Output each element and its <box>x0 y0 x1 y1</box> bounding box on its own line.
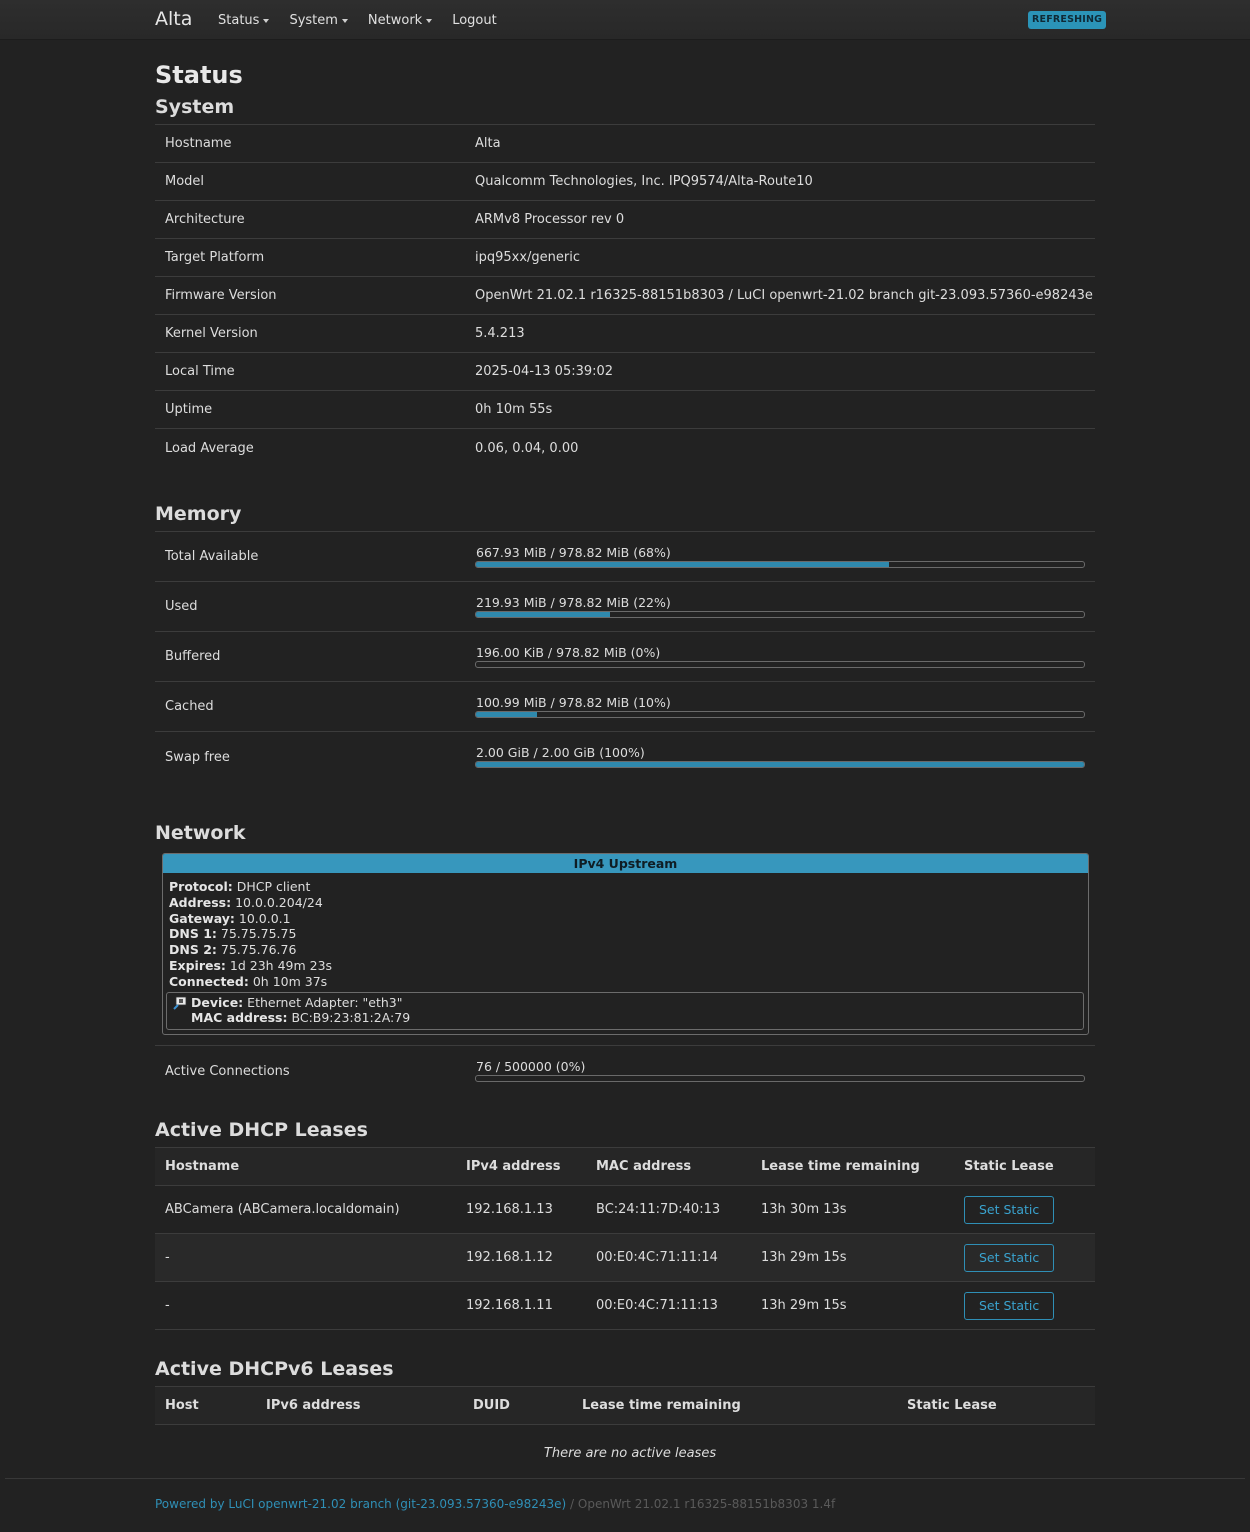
row-key: Model <box>165 174 205 189</box>
lease-static-cell <box>954 1234 1095 1282</box>
progress-track <box>475 761 1085 768</box>
column-header: IPv4 address <box>456 1148 586 1186</box>
memory-row-used <box>155 582 1095 632</box>
field-value: DHCP client <box>236 879 311 894</box>
lease-static-cell <box>954 1282 1095 1330</box>
system-row-uptime <box>155 391 1095 429</box>
lease-static-cell <box>954 1186 1095 1234</box>
upstream-expires <box>169 958 1082 974</box>
footer-divider <box>5 1478 1245 1479</box>
row-key: Load Average <box>165 440 254 456</box>
upstream-mac <box>191 1010 1077 1026</box>
upstream-gateway <box>169 911 1082 927</box>
memory-row-total-available <box>155 532 1095 582</box>
system-row-architecture <box>155 201 1095 239</box>
upstream-protocol <box>169 879 1082 895</box>
progress-track <box>475 561 1085 568</box>
column-header: Lease time remaining <box>751 1148 954 1186</box>
progress-label: 2.00 GiB / 2.00 GiB (100%) <box>476 745 645 760</box>
menu-system[interactable] <box>289 13 347 28</box>
progress-track <box>475 1075 1085 1082</box>
row-key: Used <box>165 599 198 614</box>
field-value: Ethernet Adapter: "eth3" <box>247 994 403 1010</box>
field-value: BC:B9:23:81:2A:79 <box>291 1010 411 1026</box>
field-label: DNS 1: <box>169 926 217 942</box>
upstream-connected <box>169 974 1082 990</box>
lease-ipv4: 192.168.1.11 <box>456 1282 586 1330</box>
progress-fill <box>476 762 1084 767</box>
luci-version-link[interactable]: Powered by LuCI openwrt-21.02 branch (git-23.093.57360-e98243e) <box>155 1497 567 1511</box>
field-value: 1d 23h 49m 23s <box>229 957 333 973</box>
column-header: DUID <box>463 1387 572 1425</box>
row-key: Local Time <box>165 364 235 379</box>
row-key: Kernel Version <box>165 326 258 341</box>
upstream-address <box>169 895 1082 911</box>
ethernet-port-icon <box>173 996 187 1010</box>
memory-row-cached <box>155 682 1095 732</box>
footer <box>155 1497 835 1511</box>
row-value: ARMv8 Processor rev 0 <box>475 212 625 227</box>
refreshing-badge[interactable]: REFRESHING <box>1028 11 1106 29</box>
ipv4-upstream-title: IPv4 Upstream <box>163 854 1088 873</box>
main-content <box>155 58 1095 1483</box>
memory-table <box>155 531 1095 782</box>
progress-bar <box>475 732 1085 782</box>
row-key: Architecture <box>165 212 245 227</box>
system-row-target-platform <box>155 239 1095 277</box>
system-section-title: System <box>155 96 235 118</box>
dhcp-section-title: Active DHCP Leases <box>155 1119 368 1142</box>
active-connections-row <box>155 1045 1095 1097</box>
menu-status-label: Status <box>218 13 260 28</box>
set-static-button[interactable]: Set Static <box>964 1292 1054 1320</box>
field-value: 75.75.76.76 <box>220 942 297 958</box>
progress-fill <box>476 712 537 717</box>
field-label: Expires: <box>169 957 226 973</box>
dhcpv6-section-title: Active DHCPv6 Leases <box>155 1358 394 1381</box>
field-label: DNS 2: <box>169 942 217 958</box>
menu-network-label: Network <box>367 13 423 28</box>
lease-remaining: 13h 29m 15s <box>751 1282 954 1330</box>
progress-track <box>475 711 1085 718</box>
set-static-button[interactable]: Set Static <box>964 1196 1054 1224</box>
progress-label: 76 / 500000 (0%) <box>476 1058 586 1074</box>
dhcp-leases-table <box>155 1147 1095 1330</box>
empty-row <box>155 1425 1095 1483</box>
chevron-down-icon <box>426 19 432 23</box>
lease-ipv4: 192.168.1.12 <box>456 1234 586 1282</box>
lease-remaining: 13h 30m 13s <box>751 1186 954 1234</box>
row-value: Alta <box>475 136 501 151</box>
row-key: Total Available <box>165 549 259 564</box>
progress-label: 196.00 KiB / 978.82 MiB (0%) <box>476 644 661 660</box>
field-label: MAC address: <box>191 1010 288 1026</box>
row-value: ipq95xx/generic <box>475 250 581 265</box>
system-row-hostname <box>155 125 1095 163</box>
menu-network[interactable] <box>368 13 432 28</box>
lease-mac: 00:E0:4C:71:11:14 <box>586 1234 751 1282</box>
field-label: Connected: <box>169 973 249 989</box>
upstream-dns1 <box>169 926 1082 942</box>
lease-mac: BC:24:11:7D:40:13 <box>586 1186 751 1234</box>
table-row <box>155 1234 1095 1282</box>
chevron-down-icon <box>263 19 269 23</box>
system-table <box>155 124 1095 467</box>
progress-label: 100.99 MiB / 978.82 MiB (10%) <box>476 694 671 710</box>
firmware-version-text: / OpenWrt 21.02.1 r16325-88151b8303 1.4f <box>566 1497 836 1511</box>
dhcpv6-leases-table <box>155 1386 1095 1483</box>
memory-row-buffered <box>155 632 1095 682</box>
progress-bar <box>475 1046 1085 1098</box>
chevron-down-icon <box>342 19 348 23</box>
progress-label: 667.93 MiB / 978.82 MiB (68%) <box>476 544 671 560</box>
brand-logo[interactable]: Alta <box>155 8 193 30</box>
progress-bar <box>475 532 1085 582</box>
table-header-row <box>155 1148 1095 1186</box>
column-header: Hostname <box>155 1148 456 1186</box>
field-value: 10.0.0.1 <box>238 910 291 926</box>
menu-logout-label: Logout <box>452 13 497 28</box>
lease-mac: 00:E0:4C:71:11:13 <box>586 1282 751 1330</box>
ipv4-upstream-card <box>162 853 1089 1035</box>
row-key: Buffered <box>165 649 221 664</box>
system-row-firmware <box>155 277 1095 315</box>
menu-logout[interactable] <box>452 13 497 28</box>
network-section-title: Network <box>155 822 246 844</box>
row-key: Hostname <box>165 136 232 151</box>
column-header: Host <box>155 1387 256 1425</box>
lease-hostname: - <box>155 1282 456 1330</box>
ipv4-upstream-details <box>163 873 1088 1034</box>
row-value: Qualcomm Technologies, Inc. IPQ9574/Alta-Route10 <box>475 174 813 189</box>
empty-message: There are no active leases <box>155 1425 1095 1483</box>
column-header: IPv6 address <box>256 1387 463 1425</box>
field-value: 75.75.75.75 <box>220 926 297 942</box>
top-navbar <box>0 0 1250 40</box>
column-header: MAC address <box>586 1148 751 1186</box>
lease-hostname: - <box>155 1234 456 1282</box>
row-value: 5.4.213 <box>475 326 525 341</box>
table-header-row <box>155 1387 1095 1425</box>
progress-track <box>475 611 1085 618</box>
field-value: 0h 10m 37s <box>252 973 328 989</box>
row-key: Cached <box>165 699 214 714</box>
field-label: Protocol: <box>169 879 233 894</box>
row-value: 2025-04-13 05:39:02 <box>475 364 614 379</box>
menu-status[interactable] <box>218 13 269 28</box>
upstream-dns2 <box>169 942 1082 958</box>
system-row-model <box>155 163 1095 201</box>
field-label: Gateway: <box>169 910 235 926</box>
progress-fill <box>476 612 610 617</box>
row-value: OpenWrt 21.02.1 r16325-88151b8303 / LuCI openwrt-21.02 branch git-23.093.57360-e98243e <box>475 288 1093 303</box>
row-value: 0h 10m 55s <box>475 402 553 417</box>
lease-hostname: ABCamera (ABCamera.localdomain) <box>155 1186 456 1234</box>
progress-bar <box>475 582 1085 632</box>
system-row-kernel <box>155 315 1095 353</box>
upstream-device-box <box>166 992 1084 1031</box>
progress-track <box>475 661 1085 668</box>
row-value: 0.06, 0.04, 0.00 <box>475 440 579 456</box>
progress-fill <box>476 562 889 567</box>
page-title: Status <box>155 61 243 89</box>
memory-row-swap-free <box>155 732 1095 782</box>
row-key: Swap free <box>165 749 230 765</box>
upstream-device <box>191 995 1077 1011</box>
row-key: Target Platform <box>165 250 265 265</box>
column-header: Static Lease <box>897 1387 1095 1425</box>
set-static-button[interactable]: Set Static <box>964 1244 1054 1272</box>
system-row-load-average <box>155 429 1095 467</box>
row-key: Active Connections <box>165 1064 290 1080</box>
row-key: Firmware Version <box>165 288 277 303</box>
field-value: 10.0.0.204/24 <box>235 894 323 910</box>
table-row <box>155 1282 1095 1330</box>
progress-bar <box>475 682 1085 732</box>
row-key: Uptime <box>165 402 213 417</box>
menu-system-label: System <box>289 13 338 28</box>
lease-ipv4: 192.168.1.13 <box>456 1186 586 1234</box>
main-menu <box>218 13 517 28</box>
progress-label: 219.93 MiB / 978.82 MiB (22%) <box>476 594 671 610</box>
table-row <box>155 1186 1095 1234</box>
lease-remaining: 13h 29m 15s <box>751 1234 954 1282</box>
progress-bar <box>475 632 1085 682</box>
field-label: Device: <box>191 994 244 1010</box>
memory-section-title: Memory <box>155 503 242 525</box>
field-label: Address: <box>169 894 232 910</box>
column-header: Static Lease <box>954 1148 1095 1186</box>
column-header: Lease time remaining <box>572 1387 897 1425</box>
system-row-local-time <box>155 353 1095 391</box>
